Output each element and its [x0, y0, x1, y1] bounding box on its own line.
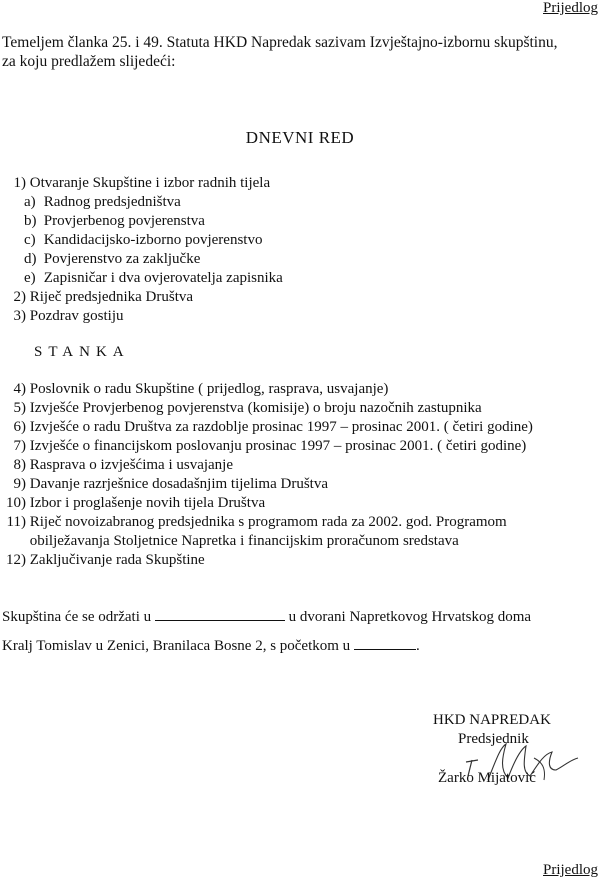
agenda-item	[0, 552, 205, 569]
agenda-item-number: 7)	[13, 438, 26, 454]
agenda-subitem	[24, 251, 200, 268]
agenda-item-text: Poslovnik o radu Skupštine ( prijedlog, rasprava, usvajanje)	[29, 381, 389, 397]
signature-role: Predsjednik	[458, 731, 529, 747]
agenda-subitem-letter: a)	[24, 194, 36, 210]
agenda-item	[0, 289, 193, 306]
date-blank	[155, 609, 285, 621]
agenda-item	[0, 457, 233, 474]
agenda-item-number: 2)	[13, 289, 26, 305]
agenda-item-number: 1)	[13, 175, 26, 191]
agenda-item	[0, 495, 265, 512]
agenda-item-number: 8)	[13, 457, 26, 473]
agenda-item-text: Izvješće o financijskom poslovanju prosinac 1997 – prosinac 2001. ( četiri godine)	[29, 438, 527, 454]
agenda-item-number: 11)	[6, 514, 26, 530]
break-label: STANKA	[34, 344, 130, 360]
agenda-item-number: 12)	[6, 552, 26, 568]
agenda-item-text: obilježavanja Stoljetnice Napretka i financijskim proračunom sredstava	[29, 533, 459, 549]
agenda-subitem-text: Zapisničar i dva ovjerovatelja zapisnika	[43, 270, 283, 286]
agenda-subitem-letter: e)	[24, 270, 36, 286]
agenda-subitem-letter: b)	[24, 213, 37, 229]
agenda-item-text: Izvješće Provjerbenog povjerenstva (komisije) o broju nazočnih zastupnika	[29, 400, 482, 416]
agenda-item	[0, 381, 388, 398]
agenda-subitem	[24, 213, 205, 230]
agenda-item-number: 3)	[13, 308, 26, 324]
agenda-subitem	[24, 270, 283, 287]
agenda-item	[0, 400, 482, 417]
agenda-item-text: Izvješće o radu Društva za razdoblje prosinac 1997 – prosinac 2001. ( četiri godine)	[29, 419, 533, 435]
agenda-item	[0, 175, 270, 192]
closing-line-2	[2, 638, 420, 655]
agenda-item-number: 9)	[13, 476, 26, 492]
time-blank	[354, 638, 416, 650]
closing-line-1	[2, 609, 531, 626]
agenda-subitem-text: Radnog predsjedništva	[43, 194, 181, 210]
closing-line-1-end: u dvorani Napretkovog Hrvatskog doma	[288, 609, 532, 625]
agenda-item-number: 10)	[6, 495, 26, 511]
agenda-item	[0, 419, 533, 436]
agenda-item	[0, 438, 526, 455]
agenda-item-text: Riječ novoizabranog predsjednika s programom rada za 2002. god. Programom	[29, 514, 507, 530]
closing-line-2-start: Kralj Tomislav u Zenici, Branilaca Bosne 2, s početkom u	[2, 638, 351, 654]
signature-name: Žarko Mijatović	[438, 770, 536, 786]
closing-line-2-end: .	[415, 638, 420, 654]
agenda-subitem	[24, 194, 181, 211]
agenda-item-number: 4)	[13, 381, 26, 397]
closing-line-1-start: Skupština će se održati u	[2, 609, 152, 625]
agenda-item-text: Davanje razrješnice dosadašnjim tijelima Društva	[29, 476, 328, 492]
agenda-item-text: Zaključivanje rada Skupštine	[29, 552, 205, 568]
agenda-subitem-letter: d)	[24, 251, 37, 267]
agenda-item	[0, 308, 124, 325]
agenda-item-number: 5)	[13, 400, 26, 416]
agenda-item-text: Pozdrav gostiju	[29, 308, 124, 324]
agenda-subitem-text: Povjerenstvo za zaključke	[43, 251, 201, 267]
agenda-subitem-letter: c)	[24, 232, 36, 248]
agenda-item-text: Izbor i proglašenje novih tijela Društva	[29, 495, 266, 511]
agenda-item-text: Riječ predsjednika Društva	[29, 289, 194, 305]
header-label: Prijedlog	[543, 0, 598, 16]
agenda-item-text: Otvaranje Skupštine i izbor radnih tijela	[29, 175, 271, 191]
document-title: DNEVNI RED	[245, 128, 355, 147]
signature-org: HKD NAPREDAK	[433, 712, 551, 728]
agenda-item	[0, 533, 459, 550]
agenda-item	[0, 514, 507, 531]
agenda-subitem-text: Kandidacijsko-izborno povjerenstvo	[43, 232, 263, 248]
agenda-subitem	[24, 232, 262, 249]
footer-label: Prijedlog	[543, 862, 598, 878]
agenda-item	[0, 476, 328, 493]
agenda-item-number: 6)	[13, 419, 26, 435]
agenda-subitem-text: Provjerbenog povjerenstva	[43, 213, 205, 229]
intro-line-2: za koju predlažem slijedeći:	[2, 53, 176, 70]
intro-line-1: Temeljem članka 25. i 49. Statuta HKD Napredak sazivam Izvještajno-izbornu skupštinu,	[2, 34, 558, 51]
agenda-item-text: Rasprava o izvješćima i usvajanje	[29, 457, 234, 473]
